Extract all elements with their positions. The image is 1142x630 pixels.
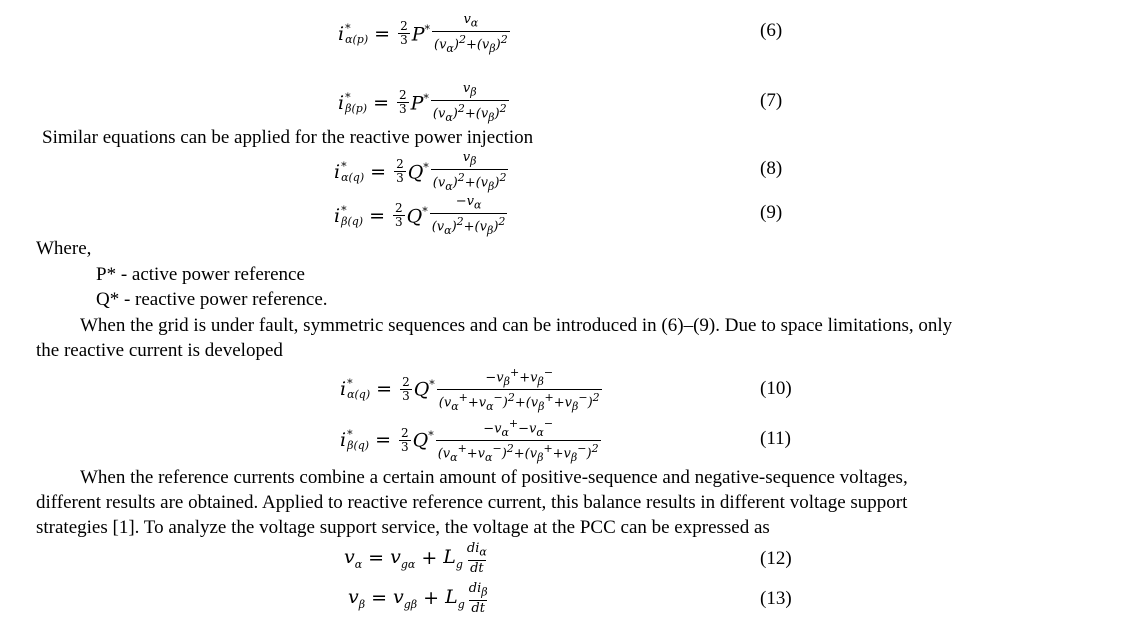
text-reference-line-3: strategies [1]. To analyze the voltage support service, the voltage at the PCC can be expressed as [36,517,770,538]
text-where: Where, [36,238,92,259]
equation-number-10: (10) [760,378,792,399]
text-reference-line-1: When the reference currents combine a certain amount of positive-sequence and negative-sequence voltages, [80,467,908,488]
equation-10: i * α(q) = $\frac{2}{3}$ Q* $\frac{-v_\beta^++v_\beta^-}{(v_\alpha^++v_\alpha^-)^2+(v_\beta^++v_\beta^-)^2}$ [340,366,600,413]
equation-11: i * β(q) = $\frac{2}{3}$ Q* $\frac{-v_\alpha^+-v_\alpha^-}{(v_\alpha^++v_\alpha^-)^2+(v_\beta^++v_\beta^-)^2}$ [340,417,599,464]
equation-13: $v_\beta$ = $v_{g\beta}$ + $L_g$ $\frac{di_\beta}{dt}$ [348,581,488,616]
text-p-definition: P* - active power reference [96,264,305,285]
equation-number-11: (11) [760,428,791,449]
equation-number-8: (8) [760,158,783,179]
text-fault-line-2: the reactive current is developed [36,340,283,361]
equation-8: i * α(q) = $\frac{2}{3}$ Q* $\frac{v_\beta}{(v_\alpha)^2+(v_\beta)^2}$ [334,150,507,193]
text-reference-line-2: different results are obtained. Applied to reactive reference current, this balance results in different voltage support [36,492,908,513]
equation-number-6: (6) [760,20,783,41]
equation-12: $v_\alpha$ = $v_{g\alpha}$ + $L_g$ $\frac{di_\alpha}{dt}$ [344,541,487,576]
equation-number-12: (12) [760,548,792,569]
text-fault-line-1: When the grid is under fault, symmetric sequences and can be introduced in (6)–(9). Due to space limitations, only [80,315,953,336]
equation-7: i * β(p) = $\frac{2}{3}$ P* $\frac{v_\beta}{(v_\alpha)^2+(v_\beta)^2}$ [338,81,507,124]
equation-number-7: (7) [760,90,783,111]
equation-number-9: (9) [760,202,783,223]
text-q-definition: Q* - reactive power reference. [96,289,328,310]
equation-6: i * α(p) = $\frac{2}{3}$ P* $\frac{v_\alpha}{(v_\alpha)^2+(v_\beta)^2}$ [338,12,508,55]
equation-9: i * β(q) = $\frac{2}{3}$ Q* $\frac{-v_\alpha}{(v_\alpha)^2+(v_\beta)^2}$ [334,194,506,237]
equation-number-13: (13) [760,588,792,609]
text-similar-equations: Similar equations can be applied for the reactive power injection [42,127,534,148]
